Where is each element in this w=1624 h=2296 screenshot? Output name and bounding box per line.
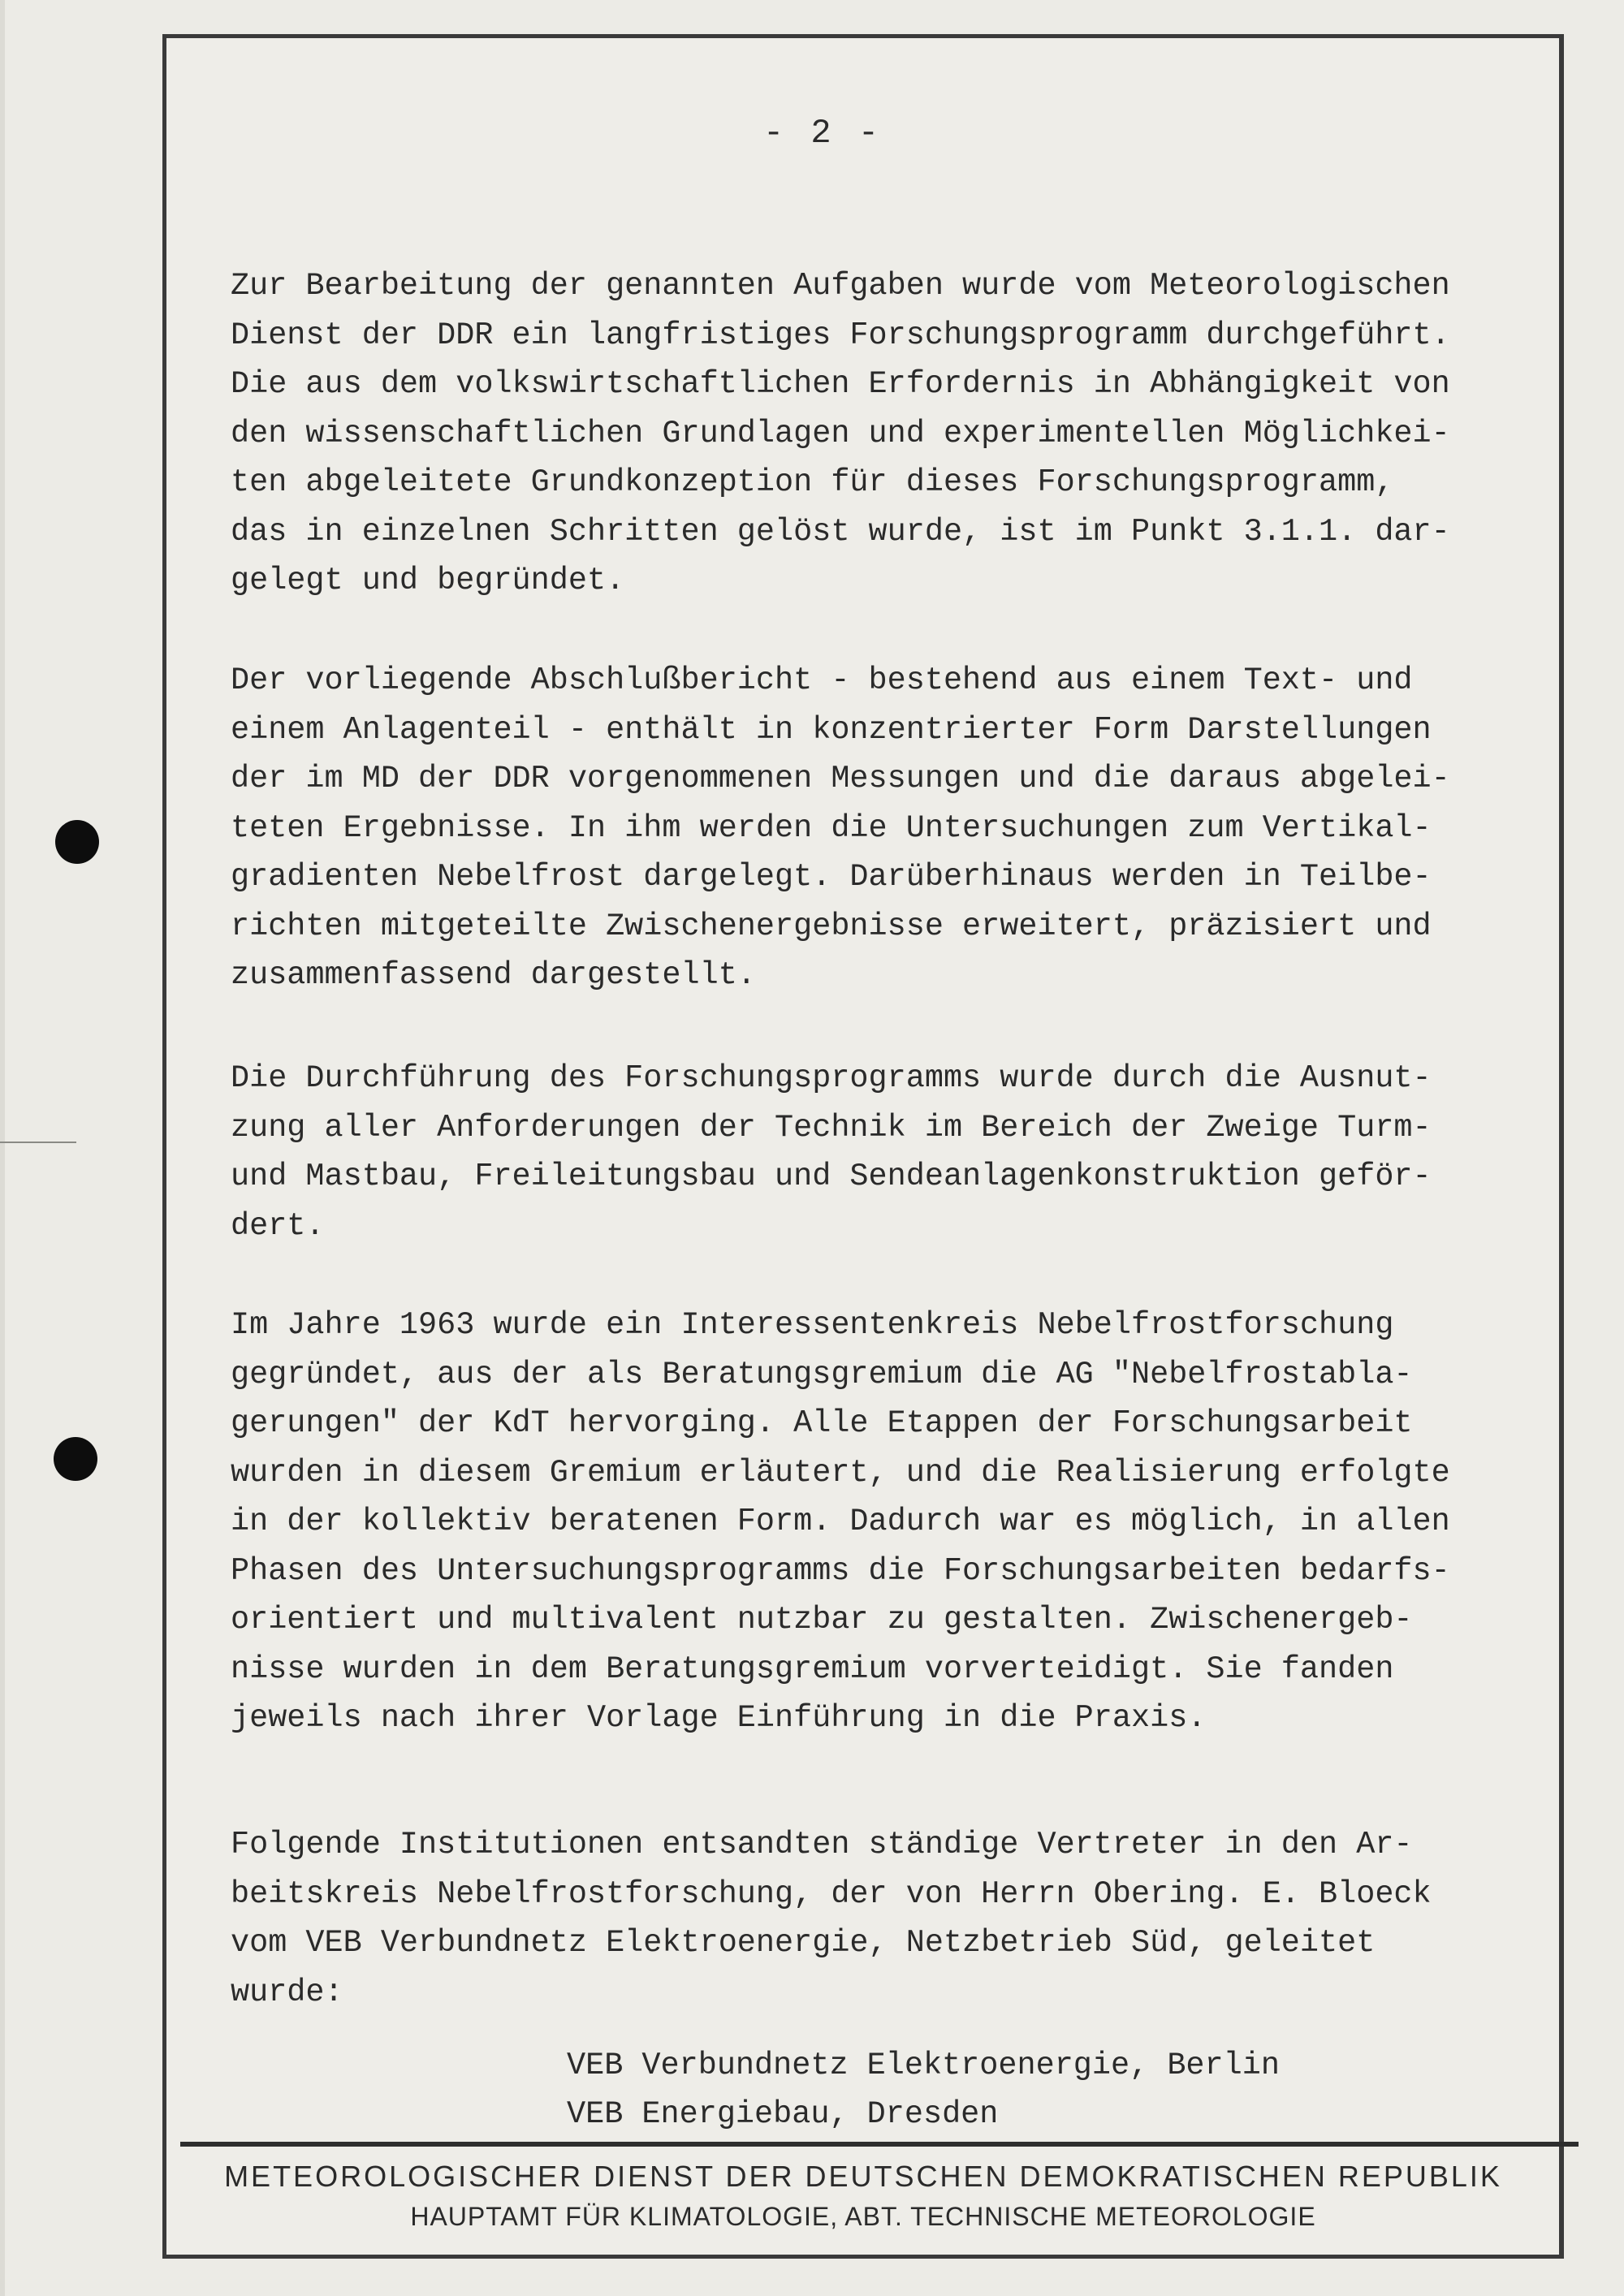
text-line: der im MD der DDR vorgenommenen Messungen und die daraus abgelei- <box>231 761 1450 796</box>
text-line: Dienst der DDR ein langfristiges Forschungsprogramm durchgeführt. <box>231 317 1450 353</box>
text-line: dert. <box>231 1207 325 1244</box>
text-line: in der kollektiv beratenen Form. Dadurch war es möglich, in allen <box>231 1504 1450 1539</box>
institution-item: VEB Verbundnetz Elektroenergie, Berlin <box>567 2048 1280 2083</box>
text-line: Im Jahre 1963 wurde ein Interessentenkreis Nebelfrostforschung <box>231 1307 1394 1343</box>
page-number: - 2 - <box>763 114 883 153</box>
institution-item: VEB Energiebau, Dresden <box>567 2096 999 2132</box>
text-line: Zur Bearbeitung der genannten Aufgaben wurde vom Meteorologischen <box>231 268 1450 304</box>
paper-edge <box>0 0 5 2296</box>
text-line: vom VEB Verbundnetz Elektroenergie, Netzbetrieb Süd, geleitet <box>231 1925 1376 1961</box>
text-line: zusammenfassend dargestellt. <box>231 957 756 993</box>
text-line: das in einzelnen Schritten gelöst wurde, ist im Punkt 3.1.1. dar- <box>231 513 1450 550</box>
text-line: nisse wurden in dem Beratungsgremium vorverteidigt. Sie fanden <box>231 1651 1394 1687</box>
paragraph-4 <box>231 1301 1554 1743</box>
text-line: richten mitgeteilte Zwischenergebnisse erweitert, präzisiert und <box>231 908 1432 944</box>
punch-hole-top <box>55 820 99 864</box>
text-line: Folgende Institutionen entsandten ständige Vertreter in den Ar- <box>231 1827 1413 1862</box>
text-line: beitskreis Nebelfrostforschung, der von Herrn Obering. E. Bloeck <box>231 1875 1432 1912</box>
fold-mark <box>0 1142 76 1143</box>
text-line: den wissenschaftlichen Grundlagen und experimentellen Möglichkei- <box>231 415 1450 451</box>
text-line: wurde: <box>231 1974 343 2010</box>
text-line: einem Anlagenteil - enthält in konzentrierter Form Darstellungen <box>231 711 1432 748</box>
text-line: orientiert und multivalent nutzbar zu gestalten. Zwischenergeb- <box>231 1602 1413 1638</box>
text-line: gerungen" der KdT hervorging. Alle Etappen der Forschungsarbeit <box>231 1405 1413 1441</box>
footer-organization: METEOROLOGISCHER DIENST DER DEUTSCHEN DEMOKRATISCHEN REPUBLIK <box>224 2160 1502 2193</box>
text-line: teten Ergebnisse. In ihm werden die Untersuchungen zum Vertikal- <box>231 809 1432 846</box>
text-line: gelegt und begründet. <box>231 563 625 598</box>
paragraph-5 <box>231 1820 1554 2017</box>
text-line: zung aller Anforderungen der Technik im Bereich der Zweige Turm- <box>231 1109 1432 1146</box>
punch-hole-bottom <box>54 1437 97 1481</box>
text-line: gegründet, aus der als Beratungsgremium die AG "Nebelfrostabla- <box>231 1356 1413 1392</box>
text-line: Phasen des Untersuchungsprogramms die Forschungsarbeiten bedarfs- <box>231 1552 1450 1589</box>
institution-list <box>567 2041 1280 2138</box>
paragraph-3 <box>231 1054 1554 1250</box>
text-line: Die Durchführung des Forschungsprogramms wurde durch die Ausnut- <box>231 1060 1432 1096</box>
text-line: wurden in diesem Gremium erläutert, und die Realisierung erfolgte <box>231 1454 1450 1491</box>
text-line: Der vorliegende Abschlußbericht - bestehend aus einem Text- und <box>231 662 1413 698</box>
text-line: ten abgeleitete Grundkonzeption für dieses Forschungsprogramm, <box>231 464 1394 500</box>
footer-department: HAUPTAMT FÜR KLIMATOLOGIE, ABT. TECHNISCHE METEOROLOGIE <box>410 2202 1316 2231</box>
paragraph-2 <box>231 656 1554 1000</box>
text-line: und Mastbau, Freileitungsbau und Sendeanlagenkonstruktion geför- <box>231 1159 1432 1194</box>
text-line: gradienten Nebelfrost dargelegt. Darüberhinaus werden in Teilbe- <box>231 859 1432 895</box>
text-line: jeweils nach ihrer Vorlage Einführung in die Praxis. <box>231 1700 1207 1736</box>
paragraph-1 <box>231 261 1554 606</box>
footer-divider <box>180 2142 1579 2147</box>
text-line: Die aus dem volkswirtschaftlichen Erfordernis in Abhängigkeit von <box>231 366 1450 402</box>
